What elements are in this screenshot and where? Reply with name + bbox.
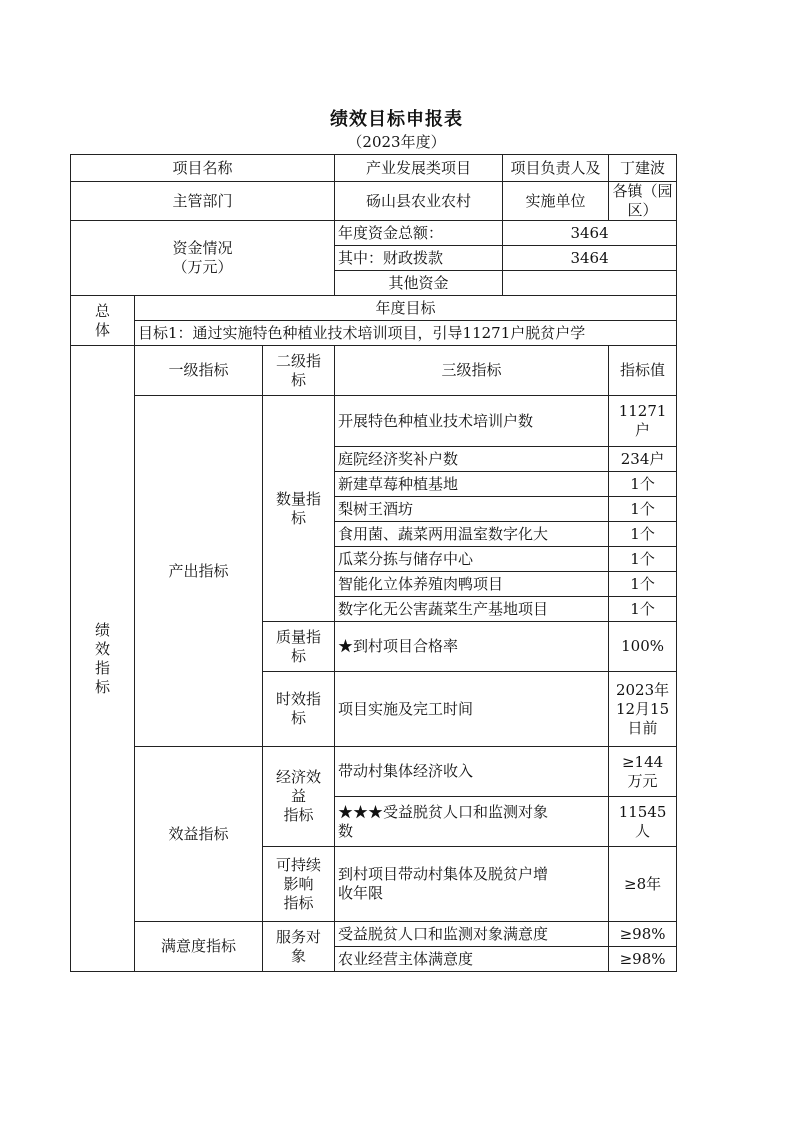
service-target-label: 服务对 象	[263, 922, 335, 972]
level1-header: 一级指标	[135, 346, 263, 396]
benefit-indicators-label: 效益指标	[135, 747, 263, 922]
sustainable-impact-label: 可持续 影响 指标	[263, 847, 335, 922]
fiscal-allocation-label: 其中：财政拨款	[335, 246, 503, 271]
indicator-name: 项目实施及完工时间	[335, 672, 609, 747]
indicator-value: 1个	[609, 472, 677, 497]
side-label-char: 效	[94, 639, 110, 658]
side-label-char: 绩	[94, 620, 110, 639]
other-funds-label: 其他资金	[335, 271, 503, 296]
performance-target-table	[70, 154, 677, 972]
department-label: 主管部门	[71, 182, 335, 221]
indicator-name: 到村项目带动村集体及脱贫户增 收年限	[335, 847, 609, 922]
indicator-name: 庭院经济奖补户数	[335, 447, 609, 472]
indicator-name: 农业经营主体满意度	[335, 947, 609, 972]
indicator-name: 开展特色种植业技术培训户数	[335, 396, 609, 447]
timeliness-indicators-label: 时效指 标	[263, 672, 335, 747]
quality-indicators-label: 质量指 标	[263, 622, 335, 672]
annual-goal-text: 目标1：通过实施特色种植业技术培训项目，引导11271户脱贫户学	[135, 321, 677, 346]
output-indicators-label: 产出指标	[135, 396, 263, 747]
indicator-value: 1个	[609, 572, 677, 597]
side-label-char: 标	[94, 677, 110, 696]
indicator-name: 智能化立体养殖肉鸭项目	[335, 572, 609, 597]
annual-goal-label: 年度目标	[135, 296, 677, 321]
indicator-value: 1个	[609, 497, 677, 522]
indicator-value: ≥98%	[609, 947, 677, 972]
value-header: 指标值	[609, 346, 677, 396]
indicator-name: ★★★受益脱贫人口和监测对象 数	[335, 797, 609, 847]
indicator-name: 食用菌、蔬菜两用温室数字化大	[335, 522, 609, 547]
indicator-value: ≥98%	[609, 922, 677, 947]
indicator-name: 受益脱贫人口和监测对象满意度	[335, 922, 609, 947]
indicator-value: 11271 户	[609, 396, 677, 447]
level2-header: 二级指 标	[263, 346, 335, 396]
indicator-name: 梨树王酒坊	[335, 497, 609, 522]
indicator-value: 1个	[609, 522, 677, 547]
funds-label	[71, 221, 335, 296]
economic-benefit-label: 经济效 益 指标	[263, 747, 335, 847]
overall-label-line1: 总	[94, 301, 110, 320]
document-title: 绩效目标申报表	[330, 109, 463, 130]
indicator-value: 11545 人	[609, 797, 677, 847]
department-value: 砀山县农业农村	[335, 182, 503, 221]
indicator-value: ≥8年	[609, 847, 677, 922]
indicator-value: 2023年 12月15 日前	[609, 672, 677, 747]
satisfaction-indicators-label: 满意度指标	[135, 922, 263, 972]
project-name-value: 产业发展类项目	[335, 155, 503, 182]
indicator-name: 带动村集体经济收入	[335, 747, 609, 797]
overall-label	[71, 296, 135, 346]
level3-header: 三级指标	[335, 346, 609, 396]
annual-total-value: 3464	[503, 221, 677, 246]
indicator-value: ≥144 万元	[609, 747, 677, 797]
funds-label-line2: （万元）	[172, 258, 233, 276]
leader-label: 项目负责人及	[503, 155, 609, 182]
overall-label-line2: 体	[94, 320, 110, 339]
indicator-name: ★到村项目合格率	[335, 622, 609, 672]
quantity-indicators-label: 数量指 标	[263, 396, 335, 622]
indicator-value: 1个	[609, 547, 677, 572]
side-label-char: 指	[94, 658, 110, 677]
indicator-name: 数字化无公害蔬菜生产基地项目	[335, 597, 609, 622]
fiscal-allocation-value: 3464	[503, 246, 677, 271]
implementing-unit-value: 各镇（园区）	[609, 182, 677, 221]
document-year: （2023年度）	[347, 133, 446, 151]
annual-total-label: 年度资金总额：	[335, 221, 503, 246]
project-name-label: 项目名称	[71, 155, 335, 182]
leader-value: 丁建波	[609, 155, 677, 182]
indicator-name: 瓜菜分拣与储存中心	[335, 547, 609, 572]
performance-indicators-label	[71, 346, 135, 972]
indicator-value: 234户	[609, 447, 677, 472]
indicator-name: 新建草莓种植基地	[335, 472, 609, 497]
funds-label-line1: 资金情况	[172, 239, 233, 257]
other-funds-value	[503, 271, 677, 296]
implementing-unit-label: 实施单位	[503, 182, 609, 221]
indicator-value: 1个	[609, 597, 677, 622]
indicator-value: 100%	[609, 622, 677, 672]
